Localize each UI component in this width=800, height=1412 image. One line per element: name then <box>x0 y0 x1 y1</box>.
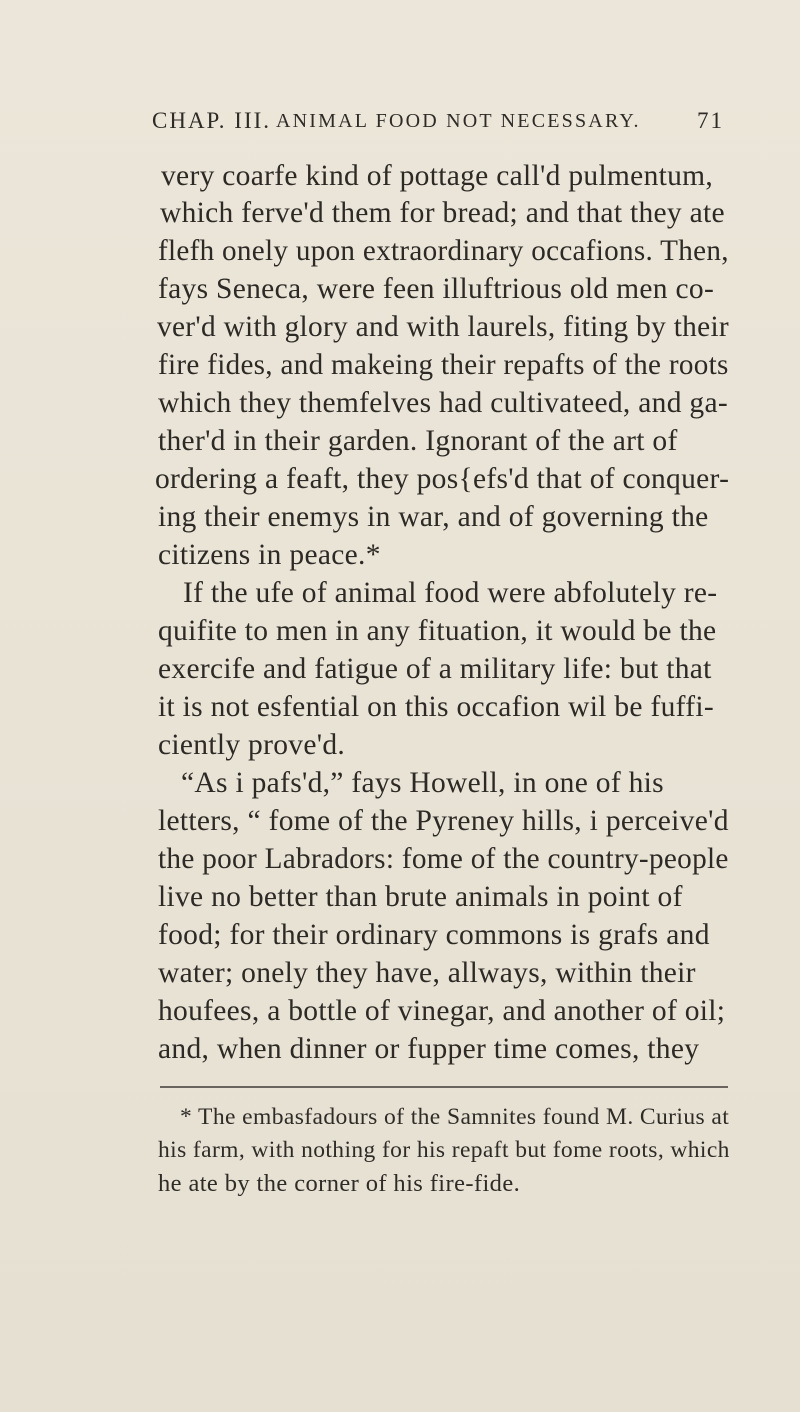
body-line: citizens in peace.* <box>158 539 381 571</box>
chapter-label: CHAP. III. <box>152 108 272 133</box>
body-line: ver'd with glory and with laurels, fiting by their <box>157 311 730 343</box>
page-number: 71 <box>697 108 724 133</box>
body-line: and, when dinner or fupper time comes, they <box>158 1033 700 1065</box>
body-line: flefh onely upon extraordinary occafions. Then, <box>158 235 729 267</box>
body-line: fire fides, and makeing their repafts of the roots <box>158 349 729 381</box>
body-line: which ferve'd them for bread; and that they ate <box>160 197 725 229</box>
body-line: it is not esfential on this occafion wil be fuffi- <box>158 691 714 723</box>
footnote-divider <box>160 1086 728 1088</box>
body-line: “As i pafs'd,” fays Howell, in one of his <box>181 767 664 799</box>
body-line: which they themfelves had cultivateed, and ga- <box>158 387 728 419</box>
body-line: ordering a feaft, they pos{efs'd that of conquer- <box>155 463 730 495</box>
body-line: exercife and fatigue of a military life: but that <box>158 653 712 685</box>
footnote-line: * The embasfadours of the Samnites found M. Curius at <box>180 1104 730 1130</box>
body-line: very coarfe kind of pottage call'd pulmentum, <box>161 160 714 192</box>
body-line: water; onely they have, allways, within their <box>158 957 696 989</box>
body-line: the poor Labradors: fome of the country-people <box>158 843 729 875</box>
body-line: houfees, a bottle of vinegar, and another of oil; <box>158 995 726 1027</box>
body-line: ing their enemys in war, and of governing the <box>158 501 709 533</box>
body-line: fays Seneca, were feen illuftrious old men co- <box>158 273 715 305</box>
body-line: ciently prove'd. <box>158 729 346 761</box>
page-title: ANIMAL FOOD NOT NECESSARY. <box>276 110 641 132</box>
running-head <box>152 108 724 148</box>
body-line: quifite to men in any fituation, it would be the <box>158 615 717 647</box>
footnote-line: he ate by the corner of his fire-fide. <box>158 1170 521 1197</box>
body-line: ther'd in their garden. Ignorant of the art of <box>158 425 678 457</box>
body-line: If the ufe of animal food were abfolutely re- <box>183 577 718 609</box>
body-line: live no better than brute animals in point of <box>158 881 683 913</box>
body-line: food; for their ordinary commons is grafs and <box>158 919 710 951</box>
body-line: letters, “ fome of the Pyreney hills, i perceive'd <box>158 805 729 837</box>
footnote-line: his farm, with nothing for his repaft but fome roots, which <box>158 1137 730 1163</box>
